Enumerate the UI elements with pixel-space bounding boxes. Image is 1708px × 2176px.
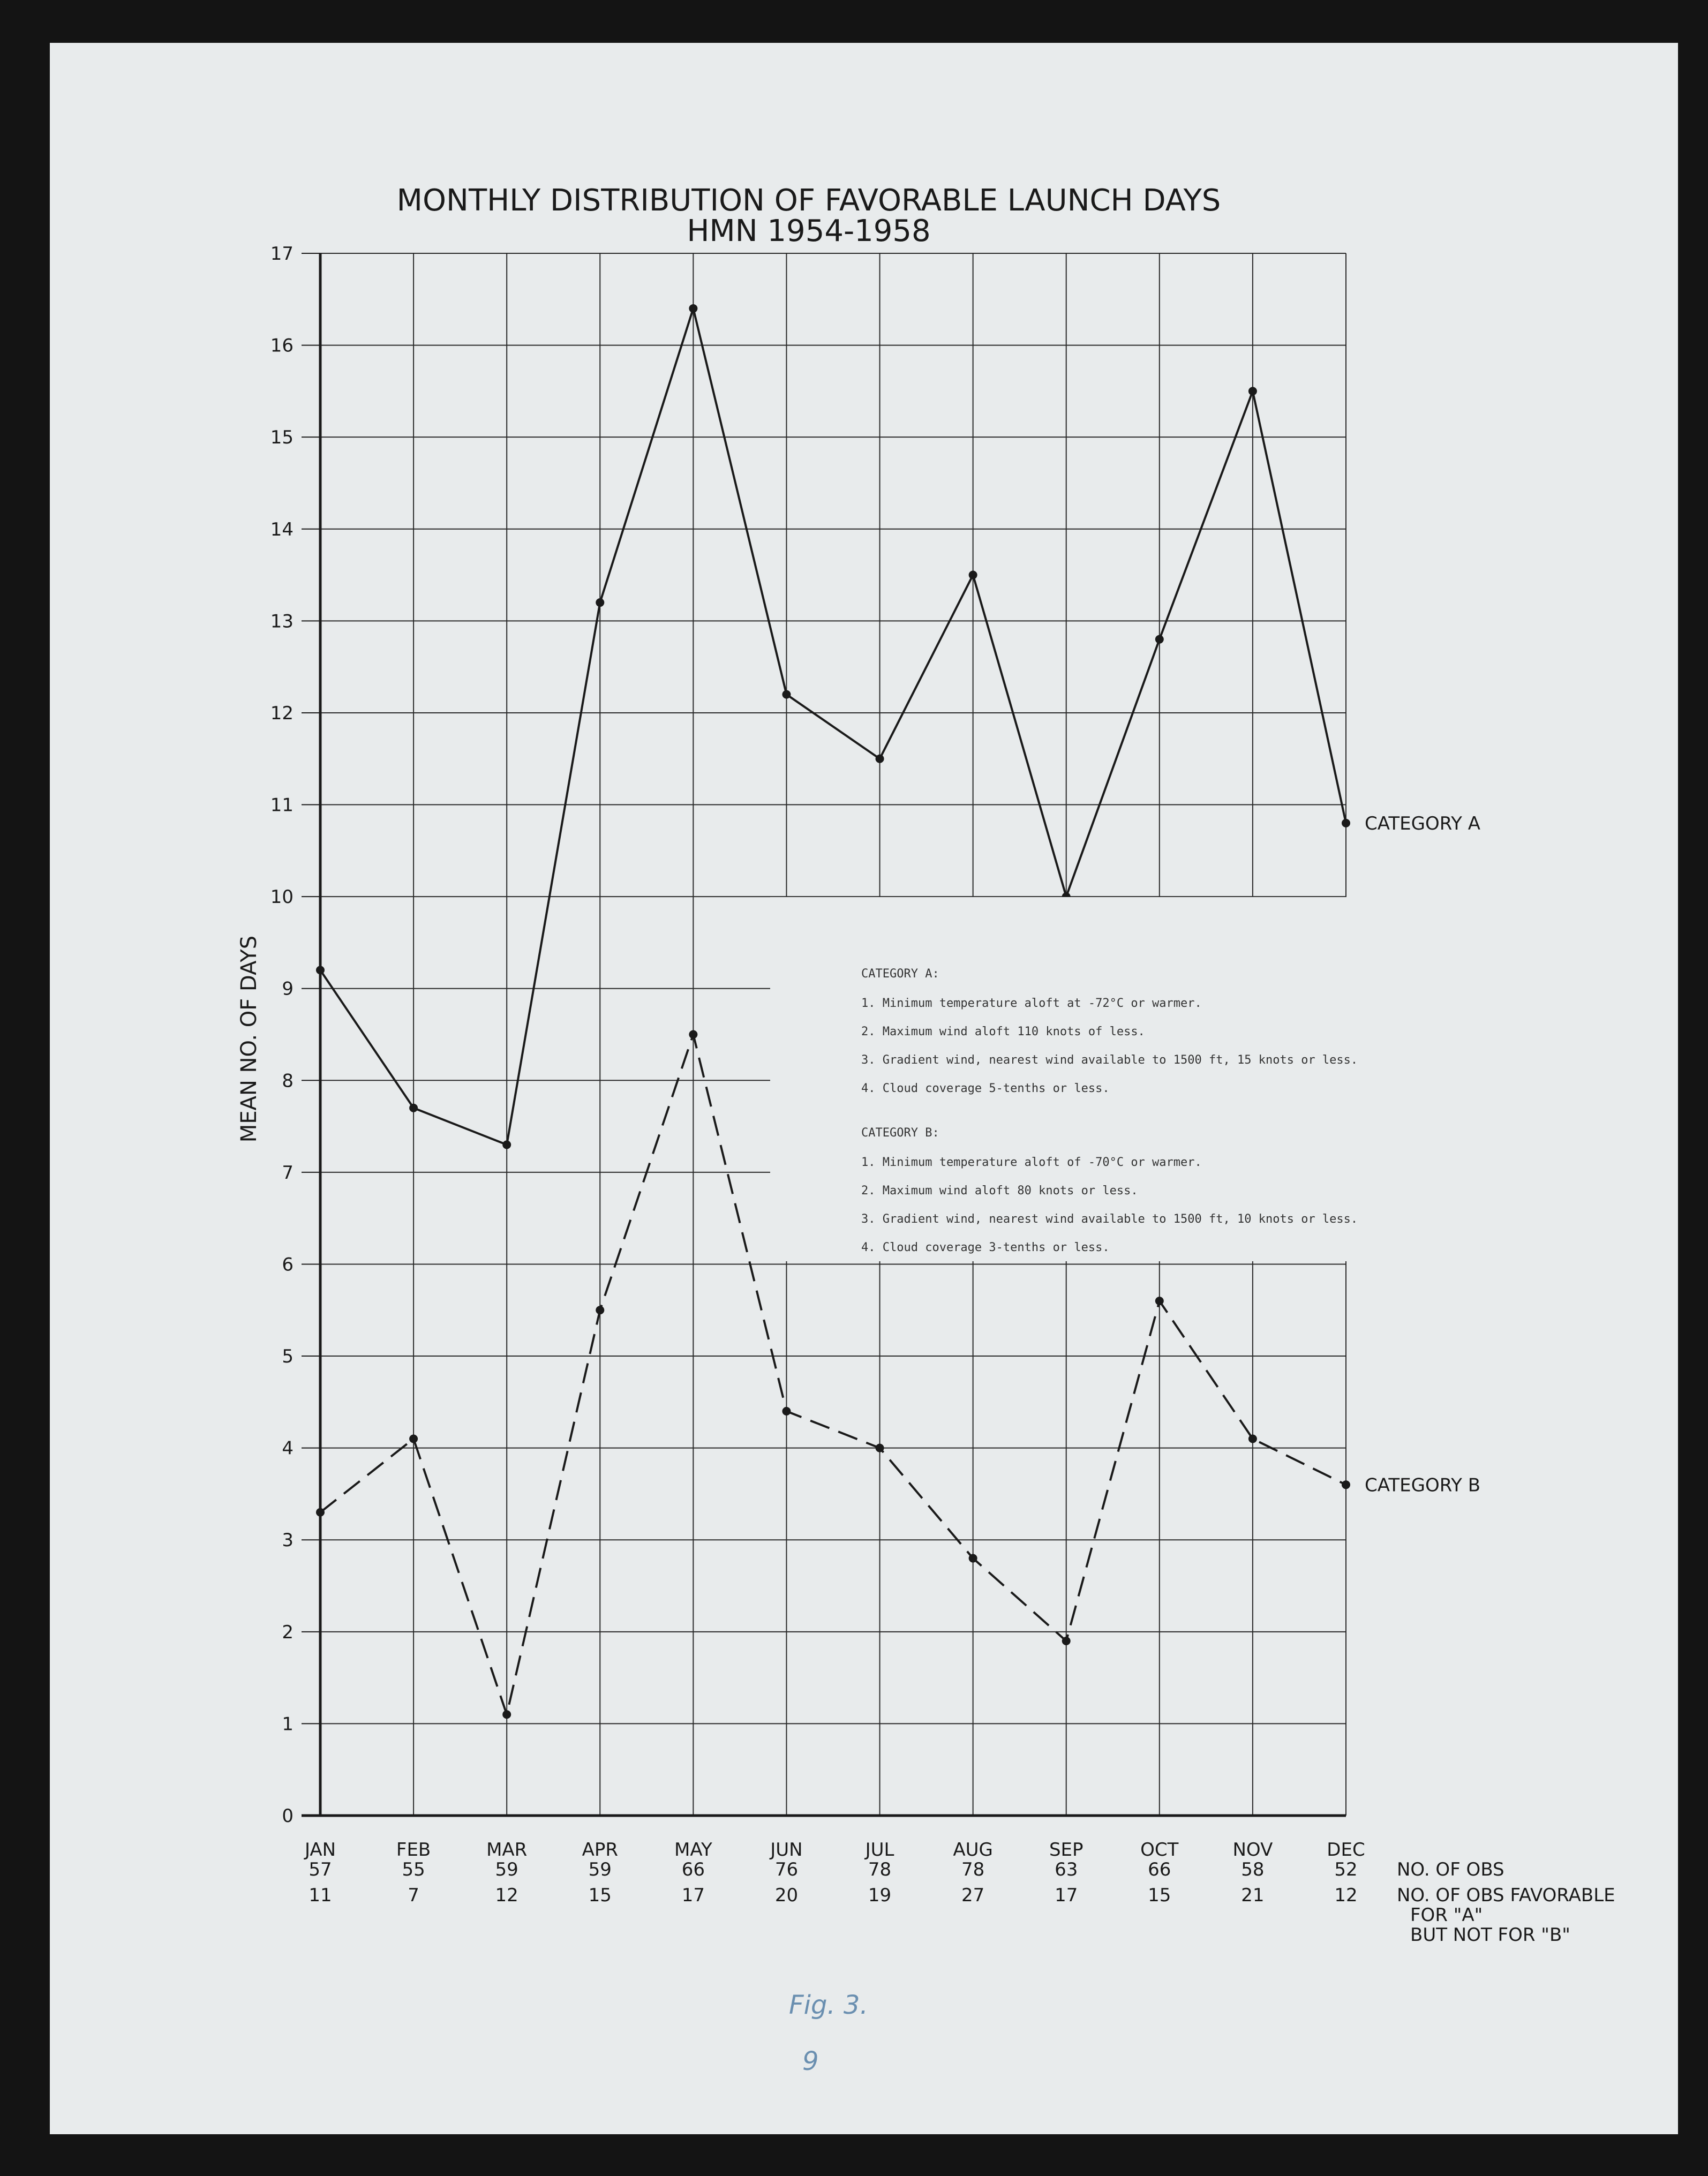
data-point (316, 966, 325, 974)
y-tick-label: 9 (282, 978, 294, 1000)
criteria-item: 3. Gradient wind, nearest wind available to 1500 ft, 15 knots or less. (861, 1053, 1358, 1067)
y-tick-label: 12 (270, 702, 294, 724)
y-tick-label: 10 (270, 886, 294, 908)
fav-count: 15 (588, 1885, 612, 1906)
figure-label: Fig. 3. (789, 1990, 868, 2020)
y-tick-label: 16 (270, 335, 294, 357)
data-point (502, 1140, 511, 1149)
obs-count: 76 (774, 1859, 799, 1880)
chart-title: MONTHLY DISTRIBUTION OF FAVORABLE LAUNCH DAYS (396, 183, 1221, 218)
criteria-item: 2. Maximum wind aloft 110 knots of less. (861, 1025, 1145, 1038)
x-tick-label: DEC (1327, 1839, 1365, 1861)
y-tick-labels (270, 243, 320, 1827)
fav-row-label: FOR "A" (1410, 1904, 1483, 1926)
data-point (876, 1444, 884, 1452)
data-point (1248, 387, 1257, 395)
y-tick-label: 4 (282, 1437, 294, 1459)
y-tick-label: 5 (282, 1346, 294, 1368)
x-tick-label: MAR (486, 1839, 528, 1861)
obs-count: 66 (1148, 1859, 1171, 1880)
data-point (876, 755, 884, 763)
data-point (782, 1407, 791, 1415)
criteria-heading: CATEGORY A: (861, 967, 939, 981)
obs-count: 52 (1334, 1859, 1358, 1880)
data-point (1062, 1637, 1071, 1645)
y-tick-label: 14 (270, 518, 294, 540)
fav-count: 17 (1055, 1885, 1078, 1906)
fav-count: 27 (961, 1885, 985, 1906)
criteria-item: 4. Cloud coverage 5-tenths or less. (861, 1082, 1110, 1095)
fav-count: 21 (1241, 1885, 1265, 1906)
data-point (1248, 1434, 1257, 1443)
chart-subtitle: HMN 1954-1958 (687, 214, 931, 249)
data-point (1342, 819, 1350, 827)
x-tick-label: APR (582, 1839, 618, 1861)
fav-count: 17 (681, 1885, 705, 1906)
data-point (502, 1710, 511, 1719)
criteria-item: 4. Cloud coverage 3-tenths or less. (861, 1241, 1110, 1254)
data-point (689, 1030, 697, 1039)
obs-row-label: NO. OF OBS (1397, 1859, 1504, 1880)
y-tick-label: 3 (282, 1530, 294, 1552)
data-point (782, 690, 791, 699)
obs-count: 55 (402, 1859, 425, 1880)
data-point (1155, 635, 1164, 644)
data-point (689, 304, 697, 313)
y-tick-label: 17 (270, 243, 294, 265)
x-tick-label: FEB (396, 1839, 431, 1861)
obs-count: 59 (588, 1859, 612, 1880)
chart (50, 43, 1678, 2134)
series-label: CATEGORY A (1365, 812, 1481, 834)
page-number: 9 (802, 2046, 819, 2076)
data-point (409, 1434, 418, 1443)
y-axis-label: MEAN NO. OF DAYS (237, 935, 261, 1143)
fav-count: 20 (774, 1885, 799, 1906)
y-tick-label: 0 (282, 1805, 294, 1827)
x-tick-label: MAY (674, 1839, 712, 1861)
y-tick-label: 1 (282, 1713, 294, 1735)
data-point (1342, 1480, 1350, 1489)
data-point (596, 598, 604, 607)
criteria-item: 1. Minimum temperature aloft at -72°C or warmer. (861, 997, 1202, 1010)
obs-count: 78 (868, 1859, 892, 1880)
x-tick-label: JUL (865, 1839, 894, 1861)
y-tick-label: 13 (270, 611, 294, 633)
data-point (409, 1104, 418, 1112)
x-tick-label: AUG (953, 1839, 993, 1861)
x-tick-label: OCT (1140, 1839, 1179, 1861)
y-tick-label: 8 (282, 1070, 294, 1092)
obs-count: 66 (681, 1859, 705, 1880)
criteria-heading: CATEGORY B: (861, 1126, 939, 1140)
data-point (1155, 1297, 1164, 1305)
fav-count: 15 (1148, 1885, 1171, 1906)
x-tick-label: SEP (1049, 1839, 1084, 1861)
fav-count: 7 (408, 1885, 419, 1906)
data-point (969, 1554, 977, 1563)
y-tick-label: 15 (270, 427, 294, 449)
data-point (596, 1306, 604, 1314)
y-tick-label: 2 (282, 1621, 294, 1643)
x-tick-label: JAN (304, 1839, 336, 1861)
y-tick-label: 6 (282, 1254, 294, 1276)
fav-row-label: BUT NOT FOR "B" (1410, 1924, 1570, 1946)
criteria-item: 1. Minimum temperature aloft of -70°C or warmer. (861, 1156, 1202, 1169)
data-point (316, 1508, 325, 1517)
obs-count: 58 (1241, 1859, 1265, 1880)
data-point (969, 571, 977, 579)
y-tick-label: 11 (270, 794, 294, 816)
obs-count: 78 (961, 1859, 985, 1880)
fav-count: 19 (868, 1885, 892, 1906)
series-label: CATEGORY B (1365, 1474, 1481, 1496)
criteria-item: 3. Gradient wind, nearest wind available to 1500 ft, 10 knots or less. (861, 1213, 1358, 1226)
fav-count: 12 (1334, 1885, 1358, 1906)
x-tick-label: NOV (1232, 1839, 1273, 1861)
fav-count: 12 (495, 1885, 518, 1906)
obs-count: 59 (495, 1859, 518, 1880)
document-page (50, 43, 1678, 2134)
obs-count: 57 (309, 1859, 332, 1880)
criteria-box-bg (770, 897, 1461, 1261)
x-tick-label: JUN (770, 1839, 803, 1861)
y-tick-label: 7 (282, 1162, 294, 1184)
bottom-table (304, 1839, 1615, 1946)
fav-count: 11 (309, 1885, 332, 1906)
fav-row-label: NO. OF OBS FAVORABLE (1397, 1885, 1615, 1906)
obs-count: 63 (1055, 1859, 1078, 1880)
criteria-item: 2. Maximum wind aloft 80 knots or less. (861, 1184, 1138, 1198)
